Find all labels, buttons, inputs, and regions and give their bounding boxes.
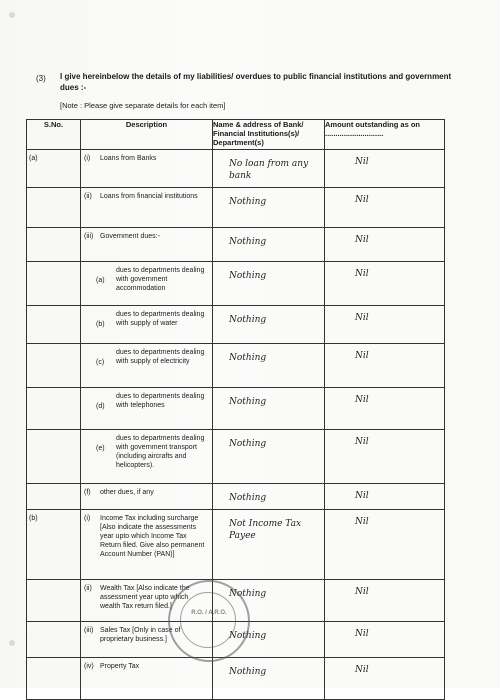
cell-description bbox=[81, 228, 213, 262]
handwritten-amount: Nil bbox=[355, 517, 369, 527]
item-description: Wealth Tax [Also indicate the assessment year upto which wealth Tax return filed.] bbox=[100, 585, 190, 610]
item-description: Loans from Banks bbox=[100, 155, 157, 162]
handwritten-amount: Nil bbox=[355, 629, 369, 639]
item-number: (c) bbox=[96, 359, 105, 366]
handwritten-amount: Nil bbox=[355, 313, 369, 323]
table-row bbox=[27, 430, 445, 484]
cell-amount bbox=[325, 344, 445, 388]
item-number: (a) bbox=[96, 277, 105, 284]
item-number: (i) bbox=[84, 515, 91, 522]
handwritten-name: Not Income Tax Payee bbox=[229, 519, 302, 541]
item-number: (ii) bbox=[84, 585, 92, 592]
handwritten-name: Nothing bbox=[229, 493, 267, 503]
table-row bbox=[27, 484, 445, 510]
item-number: (f) bbox=[84, 489, 91, 496]
cell-sno bbox=[27, 188, 81, 228]
cell-sno bbox=[27, 262, 81, 306]
cell-name-address bbox=[213, 388, 325, 430]
handwritten-name: Nothing bbox=[229, 315, 267, 325]
punch-hole bbox=[9, 640, 15, 646]
item-number: (b) bbox=[96, 321, 105, 328]
cell-amount bbox=[325, 388, 445, 430]
stamp-inner-ring bbox=[180, 592, 236, 648]
header-description: Description bbox=[81, 120, 213, 150]
cell-description bbox=[81, 510, 213, 580]
item-description: Property Tax bbox=[100, 663, 140, 670]
cell-name-address bbox=[213, 150, 325, 188]
header-amount: Amount outstanding as on ............................ bbox=[325, 120, 445, 150]
cell-description bbox=[81, 344, 213, 388]
cell-name-address bbox=[213, 658, 325, 700]
cell-name-address bbox=[213, 306, 325, 344]
cell-amount bbox=[325, 484, 445, 510]
handwritten-amount: Nil bbox=[355, 157, 369, 167]
cell-sno bbox=[27, 344, 81, 388]
cell-amount bbox=[325, 262, 445, 306]
section-number: (3) bbox=[36, 74, 46, 83]
item-number: (iii) bbox=[84, 233, 94, 240]
item-description: dues to departments dealing with government accommodation bbox=[116, 267, 205, 292]
handwritten-name: Nothing bbox=[229, 667, 267, 677]
handwritten-name: Nothing bbox=[229, 237, 267, 247]
stamp-text: R.O. / A.R.O. bbox=[191, 610, 227, 616]
item-description: Loans from financial institutions bbox=[100, 193, 198, 200]
cell-name-address bbox=[213, 484, 325, 510]
item-description: Sales Tax [Only in case of proprietary business.] bbox=[100, 627, 181, 643]
item-number: (iv) bbox=[84, 663, 94, 670]
table-row bbox=[27, 262, 445, 306]
item-number: (e) bbox=[96, 445, 105, 452]
official-stamp bbox=[168, 580, 250, 662]
cell-description bbox=[81, 188, 213, 228]
cell-amount bbox=[325, 622, 445, 658]
handwritten-name: Nothing bbox=[229, 271, 267, 281]
handwritten-name: Nothing bbox=[229, 353, 267, 363]
table-row bbox=[27, 228, 445, 262]
cell-description bbox=[81, 388, 213, 430]
cell-name-address bbox=[213, 510, 325, 580]
table-row bbox=[27, 150, 445, 188]
table-row bbox=[27, 510, 445, 580]
item-number: (d) bbox=[96, 403, 105, 410]
handwritten-amount: Nil bbox=[355, 235, 369, 245]
cell-sno bbox=[27, 658, 81, 700]
cell-amount bbox=[325, 228, 445, 262]
handwritten-name: Nothing bbox=[229, 589, 267, 599]
item-description: dues to departments dealing with supply of water bbox=[116, 311, 205, 327]
table-row bbox=[27, 344, 445, 388]
cell-name-address bbox=[213, 344, 325, 388]
cell-name-address bbox=[213, 228, 325, 262]
handwritten-name: Nothing bbox=[229, 439, 267, 449]
cell-name-address bbox=[213, 430, 325, 484]
cell-sno bbox=[27, 580, 81, 622]
handwritten-amount: Nil bbox=[355, 437, 369, 447]
cell-amount bbox=[325, 430, 445, 484]
handwritten-amount: Nil bbox=[355, 491, 369, 501]
handwritten-amount: Nil bbox=[355, 587, 369, 597]
cell-amount bbox=[325, 306, 445, 344]
handwritten-amount: Nil bbox=[355, 269, 369, 279]
cell-amount bbox=[325, 580, 445, 622]
cell-description bbox=[81, 430, 213, 484]
cell-sno bbox=[27, 484, 81, 510]
header-name-address: Name & address of Bank/ Financial Institutions(s)/ Department(s) bbox=[213, 120, 325, 150]
item-number: (iii) bbox=[84, 627, 94, 634]
cell-description bbox=[81, 150, 213, 188]
table-row bbox=[27, 306, 445, 344]
item-description: dues to departments dealing with telephones bbox=[116, 393, 205, 409]
cell-name-address bbox=[213, 262, 325, 306]
item-number: (i) bbox=[84, 155, 91, 162]
handwritten-amount: Nil bbox=[355, 665, 369, 675]
cell-description bbox=[81, 262, 213, 306]
item-number: (ii) bbox=[84, 193, 92, 200]
cell-description bbox=[81, 484, 213, 510]
cell-amount bbox=[325, 510, 445, 580]
section-heading: I give hereinbelow the details of my liabilities/ overdues to public financial institutions and government dues :- bbox=[60, 72, 452, 92]
table-row bbox=[27, 388, 445, 430]
table-row bbox=[27, 658, 445, 700]
cell-sno bbox=[27, 622, 81, 658]
handwritten-name: Nothing bbox=[229, 197, 267, 207]
table-row bbox=[27, 188, 445, 228]
cell-description bbox=[81, 658, 213, 700]
cell-name-address bbox=[213, 188, 325, 228]
cell-amount bbox=[325, 150, 445, 188]
handwritten-name: No loan from any bank bbox=[229, 159, 309, 181]
handwritten-amount: Nil bbox=[355, 395, 369, 405]
cell-sno bbox=[27, 228, 81, 262]
cell-description bbox=[81, 306, 213, 344]
item-description: dues to departments dealing with government transport (including aircrafts and helicopters). bbox=[116, 435, 205, 469]
cell-amount bbox=[325, 188, 445, 228]
item-description: other dues, if any bbox=[100, 489, 154, 496]
handwritten-amount: Nil bbox=[355, 351, 369, 361]
cell-amount bbox=[325, 658, 445, 700]
item-description: Government dues:- bbox=[100, 233, 160, 240]
cell-sno: (a) bbox=[27, 150, 81, 188]
handwritten-amount: Nil bbox=[355, 195, 369, 205]
cell-sno bbox=[27, 306, 81, 344]
punch-hole bbox=[9, 12, 15, 18]
header-sno: S.No. bbox=[27, 120, 81, 150]
item-description: Income Tax including surcharge [Also indicate the assessments year upto which Income Tax Return filed. Give also permanent Account Number (PAN)] bbox=[100, 515, 205, 558]
handwritten-name: Nothing bbox=[229, 397, 267, 407]
cell-sno bbox=[27, 388, 81, 430]
section-note: [Note : Please give separate details for each item] bbox=[60, 101, 226, 110]
item-description: dues to departments dealing with supply of electricity bbox=[116, 349, 205, 365]
cell-sno bbox=[27, 430, 81, 484]
handwritten-name: Nothing bbox=[229, 631, 267, 641]
cell-sno: (b) bbox=[27, 510, 81, 580]
